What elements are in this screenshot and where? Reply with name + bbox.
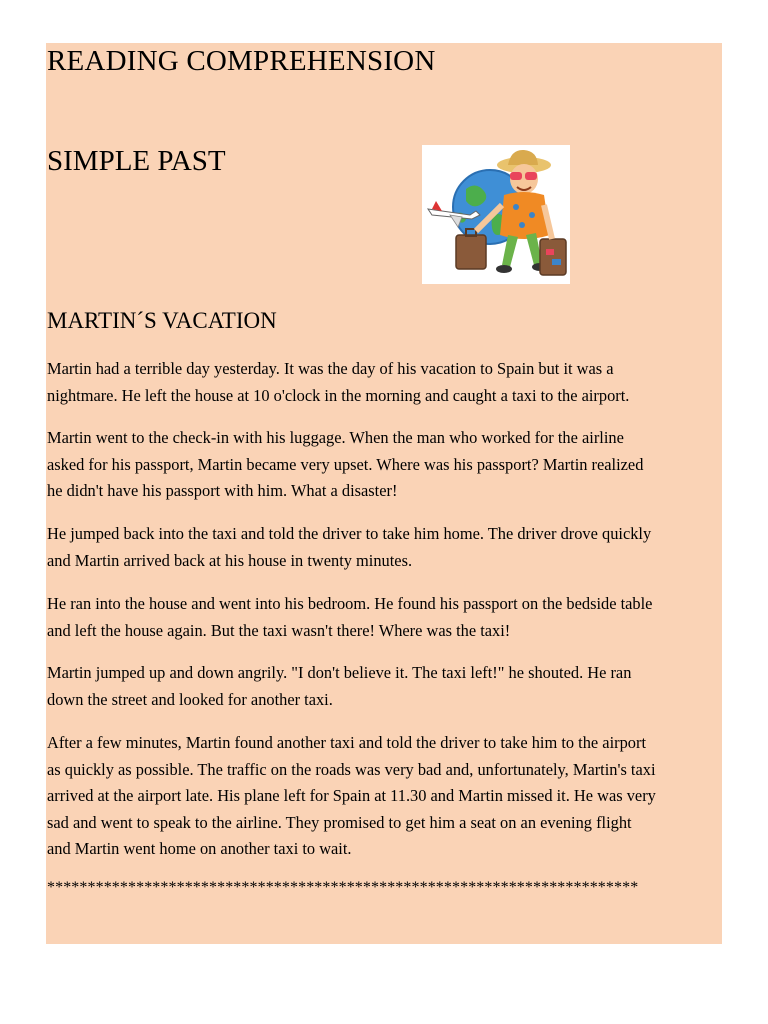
page-subtitle: SIMPLE PAST xyxy=(47,145,226,177)
story-paragraph-1 xyxy=(47,356,723,409)
paragraph-line: and Martin went home on another taxi to wait. xyxy=(47,839,352,858)
paragraph-line: arrived at the airport late. His plane left for Spain at 11.30 and Martin missed it. He was very xyxy=(47,786,656,805)
story-paragraph-6 xyxy=(47,730,723,863)
story-paragraph-2 xyxy=(47,425,723,505)
paragraph-line: as quickly as possible. The traffic on the roads was very bad and, unfortunately, Martin's taxi xyxy=(47,759,656,779)
paragraph-line: and Martin arrived back at his house in twenty minutes. xyxy=(47,550,413,570)
paragraph-line: asked for his passport, Martin became very upset. Where was his passport? Martin realized xyxy=(47,454,644,474)
traveler-with-suitcases-and-globe-icon xyxy=(422,145,570,284)
paragraph-line: Martin went to the check-in with his luggage. When the man who worked for the airline xyxy=(47,428,624,447)
paragraph-line: nightmare. He left the house at 10 o'clock in the morning and caught a taxi to the airport. xyxy=(47,385,630,405)
page-title: READING COMPREHENSION xyxy=(47,45,436,77)
paragraph-line: sad and went to speak to the airline. They promised to get him a seat on an evening flight xyxy=(47,812,632,832)
paragraph-line: After a few minutes, Martin found another taxi and told the driver to take him to the airport xyxy=(47,733,646,752)
separator-line: ************************************************************************* xyxy=(47,879,639,896)
paragraph-line: He jumped back into the taxi and told the driver to take him home. The driver drove quickly xyxy=(47,524,652,543)
paragraph-line: Martin had a terrible day yesterday. It was the day of his vacation to Spain but it was a xyxy=(47,359,614,378)
story-paragraph-5 xyxy=(47,660,723,713)
paragraph-line: He ran into the house and went into his bedroom. He found his passport on the bedside table xyxy=(47,594,653,613)
paragraph-line: he didn't have his passport with him. What a disaster! xyxy=(47,481,398,500)
story-paragraph-4 xyxy=(47,591,723,644)
story-paragraph-3 xyxy=(47,521,723,574)
paragraph-line: down the street and looked for another taxi. xyxy=(47,689,333,709)
paragraph-line: Martin jumped up and down angrily. "I don't believe it. The taxi left!" he shouted. He ran xyxy=(47,663,632,682)
paragraph-line: and left the house again. But the taxi wasn't there! Where was the taxi! xyxy=(47,620,511,640)
story-title: MARTIN´S VACATION xyxy=(47,308,277,333)
